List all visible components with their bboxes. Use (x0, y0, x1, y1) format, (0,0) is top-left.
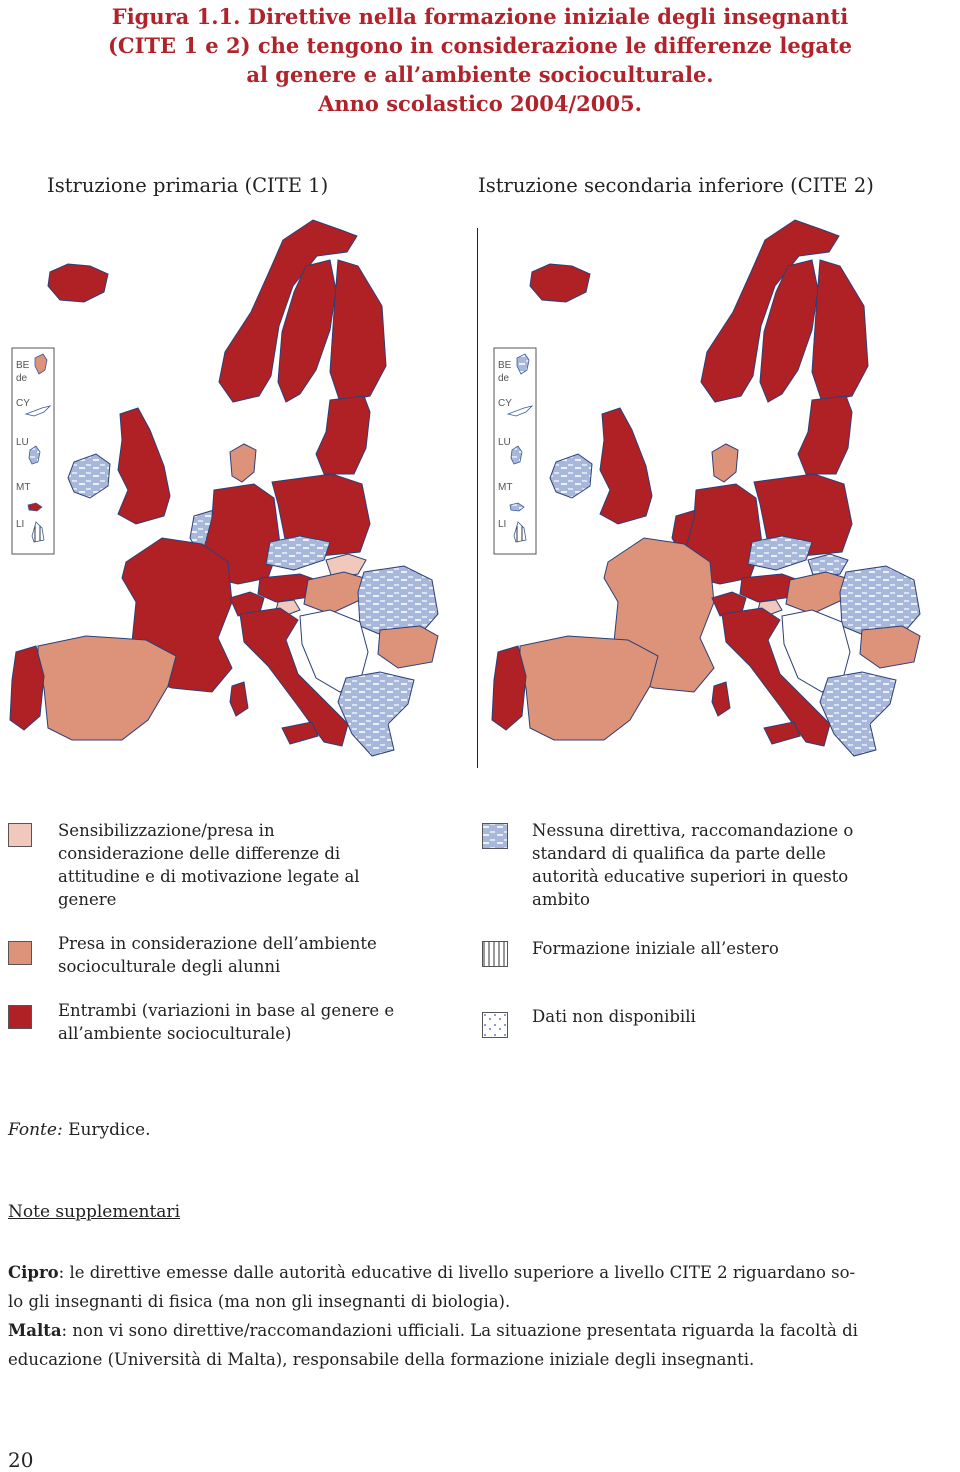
country-spain (520, 636, 658, 740)
country-baltics (316, 396, 370, 474)
country-romania (840, 566, 920, 636)
source-line (8, 1120, 150, 1140)
svg-text:CY: CY (16, 398, 30, 409)
left-map-title: Istruzione primaria (CITE 1) (47, 174, 329, 197)
legend-line: socioculturale degli alunni (58, 957, 281, 976)
inset-panel (12, 348, 54, 554)
country-finland (812, 260, 868, 402)
note-malta-line-1: : non vi sono direttive/raccomandazioni ufficiali. La situazione presentata riguarda la facoltà di (61, 1321, 858, 1340)
country-finland (330, 260, 386, 402)
figure-title (0, 2, 960, 118)
country-uk (118, 408, 170, 524)
legend-line: Presa in considerazione dell’ambiente (58, 934, 377, 953)
legend-line: Dati non disponibili (532, 1007, 696, 1026)
country-greece (820, 672, 896, 756)
island-sicily (282, 722, 318, 744)
figure-title-line-4: Anno scolastico 2004/2005. (318, 91, 642, 116)
island-sardinia (230, 682, 248, 716)
inset-panel (494, 348, 536, 554)
country-bulgaria (860, 626, 920, 668)
legend-line: Nessuna direttiva, raccomandazione o (532, 821, 854, 840)
legend-line: attitudine e di motivazione legate al (58, 867, 360, 886)
svg-text:CY: CY (498, 398, 512, 409)
country-uk (600, 408, 652, 524)
note-malta (8, 1316, 858, 1374)
figure-title-line-2: (CITE 1 e 2) che tengono in considerazione le differenze legate (107, 33, 853, 58)
right-map-title: Istruzione secondaria inferiore (CITE 2) (478, 174, 874, 197)
country-denmark (712, 444, 738, 482)
svg-text:LI: LI (498, 519, 507, 530)
legend-text-gender (58, 819, 360, 911)
country-bulgaria (378, 626, 438, 668)
svg-text:de: de (16, 373, 28, 384)
island-sardinia (712, 682, 730, 716)
map-divider (477, 228, 478, 768)
country-czech (266, 536, 330, 570)
legend-line: Entrambi (variazioni in base al genere e (58, 1001, 395, 1020)
svg-text:LU: LU (498, 437, 511, 448)
svg-text:LU: LU (16, 437, 29, 448)
legend-line: Formazione iniziale all’estero (532, 939, 779, 958)
country-greece (338, 672, 414, 756)
figure-title-line-1: Figura 1.1. Direttive nella formazione iniziale degli insegnanti (111, 4, 849, 29)
legend-line: standard di qualifica da parte delle (532, 844, 826, 863)
note-cipro-line-2: lo gli insegnanti di fisica (ma non gli insegnanti di biologia). (8, 1292, 511, 1311)
source-value: Eurydice. (68, 1120, 151, 1140)
page-number: 20 (8, 1448, 34, 1472)
legend-text-both (58, 999, 394, 1045)
note-cipro-line-1: : le direttive emesse dalle autorità educative di livello superiore a livello CITE 2 riguardano so- (58, 1263, 856, 1282)
country-portugal (492, 646, 526, 730)
country-iceland (48, 264, 108, 302)
legend-line: considerazione delle differenze di (58, 844, 341, 863)
legend-swatch-abroad (482, 941, 508, 967)
country-spain (38, 636, 176, 740)
legend-swatch-none (482, 823, 508, 849)
legend-swatch-socio (8, 941, 32, 965)
country-romania (358, 566, 438, 636)
svg-text:de: de (498, 373, 510, 384)
legend-swatch-both (8, 1005, 32, 1029)
country-czech (748, 536, 812, 570)
country-iceland (530, 264, 590, 302)
note-cipro (8, 1258, 855, 1316)
legend-text-na (532, 1005, 696, 1028)
legend-swatch-na (482, 1012, 508, 1038)
country-ireland (68, 454, 110, 498)
source-label: Fonte: (8, 1120, 63, 1140)
legend-line: genere (58, 890, 117, 909)
note-cipro-label: Cipro (8, 1263, 59, 1282)
legend-swatch-gender (8, 823, 32, 847)
svg-text:MT: MT (498, 482, 513, 493)
map-lower-secondary (490, 200, 955, 770)
svg-text:LI: LI (16, 519, 25, 530)
note-malta-label: Malta (8, 1321, 62, 1340)
legend-line: ambito (532, 890, 590, 909)
figure-title-line-3: al genere e all’ambiente socioculturale. (246, 62, 714, 87)
legend-line: all’ambiente socioculturale) (58, 1024, 292, 1043)
notes-heading: Note supplementari (8, 1202, 181, 1222)
legend-line: autorità educative superiori in questo (532, 867, 849, 886)
country-baltics (798, 396, 852, 474)
legend-line: Sensibilizzazione/presa in (58, 821, 275, 840)
map-primary (8, 200, 473, 770)
legend-text-socio (58, 932, 377, 978)
legend-text-abroad (532, 937, 779, 960)
svg-text:BE: BE (16, 360, 30, 371)
country-denmark (230, 444, 256, 482)
note-malta-line-2: educazione (Università di Malta), responsabile della formazione iniziale degli insegnanti. (8, 1350, 755, 1369)
svg-text:BE: BE (498, 360, 512, 371)
country-portugal (10, 646, 44, 730)
island-sicily (764, 722, 800, 744)
svg-text:MT: MT (16, 482, 31, 493)
legend-text-none (532, 819, 853, 911)
country-ireland (550, 454, 592, 498)
